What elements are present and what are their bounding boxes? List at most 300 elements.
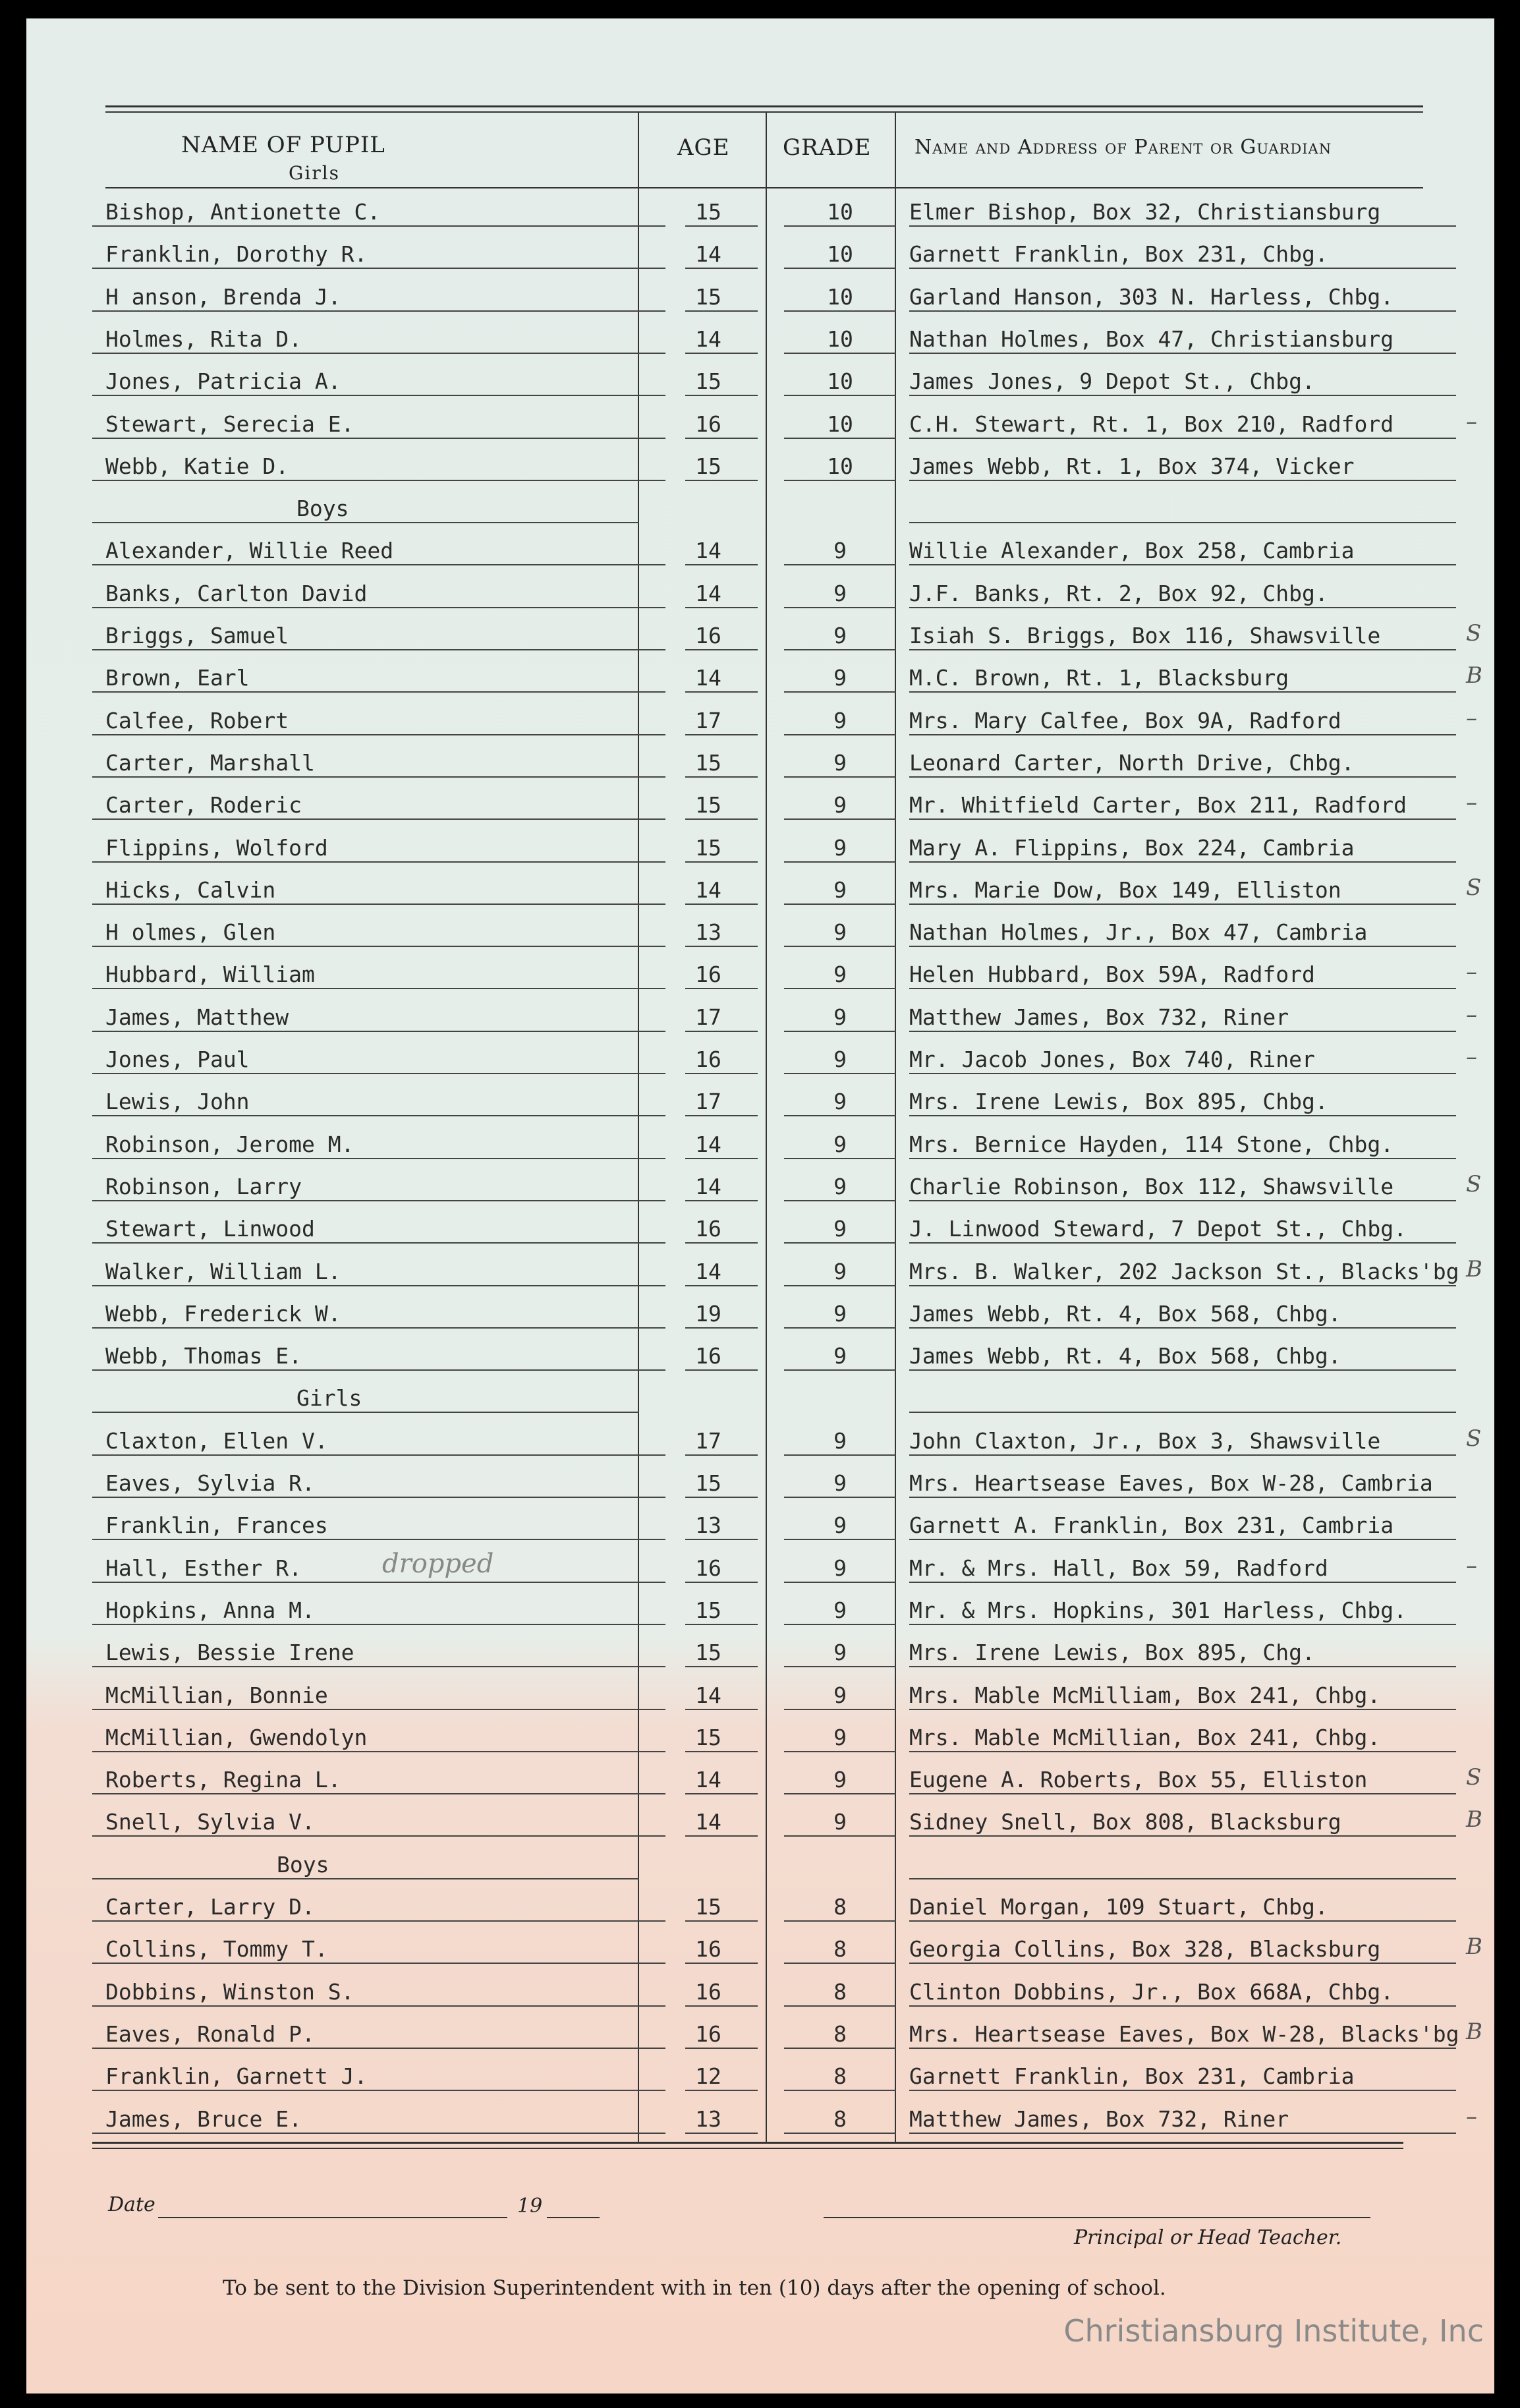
name-underline bbox=[92, 1963, 665, 1964]
section-underline bbox=[92, 1878, 639, 1879]
name-underline bbox=[92, 1624, 665, 1625]
parent-underline bbox=[909, 225, 1456, 227]
parent-name-address: Daniel Morgan, 109 Stuart, Chbg. bbox=[909, 1894, 1328, 1920]
pupil-row bbox=[26, 530, 1494, 571]
parent-underline bbox=[909, 1751, 1456, 1752]
age-underline bbox=[685, 564, 758, 565]
pupil-age: 13 bbox=[695, 1512, 721, 1539]
age-underline bbox=[685, 268, 758, 269]
parent-underline bbox=[909, 903, 1456, 905]
parent-name-address: Mrs. Mable McMilliam, Box 241, Chbg. bbox=[909, 1682, 1381, 1708]
parent-underline bbox=[909, 1666, 1456, 1667]
pupil-age: 14 bbox=[695, 1173, 721, 1199]
pupil-age: 13 bbox=[695, 919, 721, 946]
pupil-row bbox=[26, 1971, 1494, 2012]
pupil-age: 16 bbox=[695, 623, 721, 648]
grade-underline bbox=[784, 1158, 896, 1159]
age-underline bbox=[685, 861, 758, 863]
pupil-grade: 8 bbox=[833, 1936, 847, 1963]
age-underline bbox=[685, 1709, 758, 1710]
name-underline bbox=[92, 310, 665, 312]
pupil-age: 15 bbox=[695, 749, 721, 776]
grade-underline bbox=[784, 988, 896, 989]
margin-mark: – bbox=[1466, 1552, 1477, 1579]
grade-underline bbox=[784, 480, 896, 481]
parent-name-address: Mrs. Bernice Hayden, 114 Stone, Chbg. bbox=[909, 1131, 1394, 1157]
pupil-grade: 9 bbox=[833, 1724, 847, 1750]
age-underline bbox=[685, 2133, 758, 2134]
year-line bbox=[547, 2217, 600, 2218]
parent-underline bbox=[909, 2090, 1456, 2091]
name-underline bbox=[92, 1369, 665, 1371]
age-underline bbox=[685, 946, 758, 947]
parent-underline bbox=[909, 776, 1456, 778]
section-heading-row bbox=[26, 488, 1494, 529]
pupil-row bbox=[26, 1505, 1494, 1545]
parent-underline bbox=[909, 395, 1456, 396]
pupil-row bbox=[26, 1039, 1494, 1079]
pupil-name: Webb, Katie D. bbox=[105, 453, 289, 479]
parent-name-address: Mrs. Mable McMillian, Box 241, Chbg. bbox=[909, 1724, 1381, 1750]
pupil-row bbox=[26, 445, 1494, 486]
pupil-age: 15 bbox=[695, 1597, 721, 1623]
age-underline bbox=[685, 1539, 758, 1540]
pupil-name: H anson, Brenda J. bbox=[105, 283, 341, 310]
pupil-name: McMillian, Gwendolyn bbox=[105, 1724, 368, 1750]
parent-name-address: Mrs. Mary Calfee, Box 9A, Radford bbox=[909, 707, 1341, 733]
name-underline bbox=[92, 861, 665, 863]
name-underline bbox=[92, 1793, 665, 1794]
pupil-row bbox=[26, 1081, 1494, 1122]
pupil-grade: 9 bbox=[833, 1427, 847, 1454]
pupil-name: Franklin, Dorothy R. bbox=[105, 241, 368, 268]
parent-name-address: Sidney Snell, Box 808, Blacksburg bbox=[909, 1809, 1341, 1835]
pupil-grade: 10 bbox=[827, 283, 853, 310]
parent-column-header: Name and Address of Parent or Guardian bbox=[915, 136, 1332, 159]
pupil-age: 16 bbox=[695, 1978, 721, 2005]
name-underline bbox=[92, 2090, 665, 2091]
pupil-age: 16 bbox=[695, 1343, 721, 1369]
grade-underline bbox=[784, 225, 896, 227]
pupil-name: Banks, Carlton David bbox=[105, 580, 368, 606]
grade-underline bbox=[784, 1582, 896, 1583]
pupil-row bbox=[26, 1166, 1494, 1207]
age-underline bbox=[685, 776, 758, 778]
submission-instruction: To be sent to the Division Superintendent with in ten (10) days after the opening of school. bbox=[223, 2276, 1166, 2300]
pupil-grade: 9 bbox=[833, 1640, 847, 1666]
pupil-name: Collins, Tommy T. bbox=[105, 1936, 328, 1963]
pupil-grade: 9 bbox=[833, 1682, 847, 1708]
name-underline bbox=[92, 1920, 665, 1922]
pupil-name: Hopkins, Anna M. bbox=[105, 1597, 315, 1623]
pupil-age: 17 bbox=[695, 1089, 721, 1115]
parent-name-address: Matthew James, Box 732, Riner bbox=[909, 2106, 1289, 2132]
pupil-age: 14 bbox=[695, 1258, 721, 1284]
grade-underline bbox=[784, 438, 896, 439]
pupil-grade: 9 bbox=[833, 1131, 847, 1157]
grade-underline bbox=[784, 607, 896, 608]
margin-mark: S bbox=[1466, 874, 1482, 901]
age-underline bbox=[685, 2048, 758, 2049]
grade-underline bbox=[784, 818, 896, 820]
pupil-grade: 9 bbox=[833, 1258, 847, 1284]
grade-underline bbox=[784, 1963, 896, 1964]
parent-name-address: James Webb, Rt. 4, Box 568, Chbg. bbox=[909, 1300, 1341, 1327]
parent-underline bbox=[909, 1963, 1456, 1964]
name-underline bbox=[92, 2133, 665, 2134]
parent-name-address: Mr. & Mrs. Hall, Box 59, Radford bbox=[909, 1555, 1328, 1581]
parent-name-address: Willie Alexander, Box 258, Cambria bbox=[909, 538, 1355, 564]
parent-underline bbox=[909, 1412, 1456, 1413]
parent-name-address: John Claxton, Jr., Box 3, Shawsville bbox=[909, 1427, 1381, 1454]
grade-underline bbox=[784, 1285, 896, 1286]
parent-underline bbox=[909, 818, 1456, 820]
pupil-name: Stewart, Linwood bbox=[105, 1216, 315, 1242]
pupil-grade: 9 bbox=[833, 580, 847, 606]
margin-mark: – bbox=[1466, 704, 1477, 731]
name-underline bbox=[92, 649, 665, 650]
parent-name-address: Mary A. Flippins, Box 224, Cambria bbox=[909, 834, 1355, 861]
pupil-row bbox=[26, 827, 1494, 868]
pupil-name: Snell, Sylvia V. bbox=[105, 1809, 315, 1835]
age-underline bbox=[685, 1327, 758, 1329]
pupil-grade: 9 bbox=[833, 834, 847, 861]
pupil-row bbox=[26, 911, 1494, 952]
name-underline bbox=[92, 1242, 665, 1244]
pupil-age: 16 bbox=[695, 1046, 721, 1072]
pupil-age: 14 bbox=[695, 1682, 721, 1708]
girls-subheader: Girls bbox=[289, 162, 341, 184]
margin-mark: – bbox=[1466, 789, 1477, 817]
parent-name-address: J. Linwood Steward, 7 Depot St., Chbg. bbox=[909, 1216, 1407, 1242]
pupil-row bbox=[26, 954, 1494, 994]
name-underline bbox=[92, 1835, 665, 1837]
age-underline bbox=[685, 1624, 758, 1625]
parent-name-address: James Webb, Rt. 1, Box 374, Vicker bbox=[909, 453, 1355, 479]
pupil-grade: 9 bbox=[833, 1555, 847, 1581]
pupil-age: 16 bbox=[695, 961, 721, 988]
pupil-name: Hicks, Calvin bbox=[105, 876, 276, 903]
parent-underline bbox=[909, 1582, 1456, 1583]
grade-underline bbox=[784, 2005, 896, 2007]
pupil-age: 15 bbox=[695, 368, 721, 395]
name-underline bbox=[92, 1285, 665, 1286]
margin-mark: B bbox=[1466, 662, 1482, 689]
pupil-name: Eaves, Ronald P. bbox=[105, 2021, 315, 2047]
parent-name-address: Mrs. Irene Lewis, Box 895, Chg. bbox=[909, 1640, 1315, 1666]
pupil-age: 15 bbox=[695, 453, 721, 479]
parent-underline bbox=[909, 2133, 1456, 2134]
parent-underline bbox=[909, 522, 1456, 523]
name-underline bbox=[92, 988, 665, 989]
parent-name-address: C.H. Stewart, Rt. 1, Box 210, Radford bbox=[909, 411, 1394, 437]
name-underline bbox=[92, 734, 665, 735]
margin-mark: – bbox=[1466, 1001, 1477, 1028]
name-underline bbox=[92, 691, 665, 693]
parent-name-address: Mrs. Heartsease Eaves, Box W-28, Cambria bbox=[909, 1470, 1433, 1496]
pupil-row bbox=[26, 318, 1494, 359]
name-underline bbox=[92, 1327, 665, 1329]
parent-underline bbox=[909, 1793, 1456, 1794]
parent-underline bbox=[909, 310, 1456, 312]
pupil-grade: 9 bbox=[833, 1512, 847, 1539]
name-underline bbox=[92, 564, 665, 565]
name-underline bbox=[92, 1115, 665, 1116]
name-underline bbox=[92, 1158, 665, 1159]
pupil-grade: 9 bbox=[833, 665, 847, 691]
parent-underline bbox=[909, 1158, 1456, 1159]
bottom-rule bbox=[92, 2142, 1403, 2149]
pupil-row bbox=[26, 869, 1494, 910]
pupil-grade: 9 bbox=[833, 623, 847, 648]
age-underline bbox=[685, 649, 758, 650]
pupil-row bbox=[26, 1886, 1494, 1927]
parent-underline bbox=[909, 607, 1456, 608]
year-prefix: 19 bbox=[517, 2194, 543, 2218]
margin-mark: B bbox=[1466, 1806, 1482, 1833]
pupil-age: 15 bbox=[695, 199, 721, 225]
parent-name-address: James Jones, 9 Depot St., Chbg. bbox=[909, 368, 1315, 395]
signature-line bbox=[824, 2217, 1370, 2218]
pupil-age: 15 bbox=[695, 1470, 721, 1496]
age-underline bbox=[685, 480, 758, 481]
pupil-row bbox=[26, 742, 1494, 783]
pupil-grade: 9 bbox=[833, 1809, 847, 1835]
pupil-name: Walker, William L. bbox=[105, 1258, 341, 1284]
parent-name-address: Clinton Dobbins, Jr., Box 668A, Chbg. bbox=[909, 1978, 1394, 2005]
pupil-name: Brown, Earl bbox=[105, 665, 250, 691]
age-underline bbox=[685, 1115, 758, 1116]
pupil-row bbox=[26, 2055, 1494, 2096]
grade-underline bbox=[784, 734, 896, 735]
pupil-age: 16 bbox=[695, 411, 721, 437]
parent-underline bbox=[909, 268, 1456, 269]
grade-underline bbox=[784, 1497, 896, 1498]
pupil-name: Franklin, Frances bbox=[105, 1512, 328, 1539]
parent-name-address: Nathan Holmes, Jr., Box 47, Cambria bbox=[909, 919, 1368, 946]
pupil-name: Alexander, Willie Reed bbox=[105, 538, 394, 564]
age-underline bbox=[685, 1031, 758, 1032]
name-underline bbox=[92, 480, 665, 481]
age-underline bbox=[685, 1454, 758, 1456]
pupil-name: Eaves, Sylvia R. bbox=[105, 1470, 315, 1496]
parent-underline bbox=[909, 1115, 1456, 1116]
pupil-grade: 9 bbox=[833, 792, 847, 818]
section-heading-row bbox=[26, 1377, 1494, 1418]
pupil-grade: 9 bbox=[833, 919, 847, 946]
name-underline bbox=[92, 268, 665, 269]
section-underline bbox=[92, 522, 639, 523]
grade-underline bbox=[784, 1200, 896, 1201]
parent-name-address: Nathan Holmes, Box 47, Christiansburg bbox=[909, 326, 1394, 352]
pupil-row bbox=[26, 1547, 1494, 1588]
parent-underline bbox=[909, 988, 1456, 989]
name-column-header: NAME OF PUPIL bbox=[181, 132, 385, 158]
margin-mark: B bbox=[1466, 1934, 1482, 1961]
pupil-grade: 9 bbox=[833, 1046, 847, 1072]
pupil-name: Stewart, Serecia E. bbox=[105, 411, 354, 437]
parent-name-address: Helen Hubbard, Box 59A, Radford bbox=[909, 961, 1315, 988]
pupil-name: Lewis, Bessie Irene bbox=[105, 1640, 354, 1666]
pupil-row bbox=[26, 1251, 1494, 1292]
pupil-age: 14 bbox=[695, 665, 721, 691]
age-underline bbox=[685, 1920, 758, 1922]
name-underline bbox=[92, 1709, 665, 1710]
pupil-age: 15 bbox=[695, 1724, 721, 1750]
pupil-grade: 9 bbox=[833, 1343, 847, 1369]
parent-underline bbox=[909, 1073, 1456, 1074]
pupil-row bbox=[26, 360, 1494, 401]
grade-underline bbox=[784, 268, 896, 269]
age-underline bbox=[685, 1242, 758, 1244]
parent-underline bbox=[909, 480, 1456, 481]
pupil-row bbox=[26, 191, 1494, 232]
name-underline bbox=[92, 776, 665, 778]
pupil-grade: 10 bbox=[827, 411, 853, 437]
parent-underline bbox=[909, 861, 1456, 863]
grade-underline bbox=[784, 776, 896, 778]
age-underline bbox=[685, 1666, 758, 1667]
grade-underline bbox=[784, 2090, 896, 2091]
grade-underline bbox=[784, 1454, 896, 1456]
pupil-grade: 9 bbox=[833, 961, 847, 988]
age-underline bbox=[685, 734, 758, 735]
grade-underline bbox=[784, 903, 896, 905]
parent-underline bbox=[909, 1624, 1456, 1625]
grade-underline bbox=[784, 861, 896, 863]
pupil-age: 14 bbox=[695, 876, 721, 903]
parent-name-address: Eugene A. Roberts, Box 55, Elliston bbox=[909, 1767, 1368, 1793]
parent-underline bbox=[909, 1200, 1456, 1201]
pupil-age: 15 bbox=[695, 792, 721, 818]
pupil-grade: 9 bbox=[833, 1173, 847, 1199]
age-underline bbox=[685, 988, 758, 989]
grade-underline bbox=[784, 1031, 896, 1032]
pupil-row bbox=[26, 784, 1494, 825]
pupil-name: Briggs, Samuel bbox=[105, 623, 289, 648]
age-underline bbox=[685, 1073, 758, 1074]
parent-name-address: Elmer Bishop, Box 32, Christiansburg bbox=[909, 199, 1381, 225]
pupil-grade: 10 bbox=[827, 326, 853, 352]
name-underline bbox=[92, 1200, 665, 1201]
parent-underline bbox=[909, 1454, 1456, 1456]
pupil-age: 14 bbox=[695, 1809, 721, 1835]
pupil-row bbox=[26, 2013, 1494, 2054]
pupil-name: Calfee, Robert bbox=[105, 707, 289, 733]
pupil-name: James, Bruce E. bbox=[105, 2106, 302, 2132]
pupil-age: 17 bbox=[695, 1004, 721, 1030]
parent-underline bbox=[909, 2048, 1456, 2049]
pupil-name: Holmes, Rita D. bbox=[105, 326, 302, 352]
parent-underline bbox=[909, 1031, 1456, 1032]
pupil-grade: 9 bbox=[833, 1089, 847, 1115]
age-underline bbox=[685, 1285, 758, 1286]
pupil-name: Roberts, Regina L. bbox=[105, 1767, 341, 1793]
parent-name-address: Garnett A. Franklin, Box 231, Cambria bbox=[909, 1512, 1394, 1539]
pupil-age: 19 bbox=[695, 1300, 721, 1327]
parent-underline bbox=[909, 1835, 1456, 1837]
age-underline bbox=[685, 225, 758, 227]
pupil-age: 15 bbox=[695, 1894, 721, 1920]
pupil-name: Jones, Paul bbox=[105, 1046, 250, 1072]
pupil-name: Robinson, Larry bbox=[105, 1173, 302, 1199]
pupil-row bbox=[26, 996, 1494, 1037]
pupil-age: 16 bbox=[695, 1555, 721, 1581]
section-heading: Boys bbox=[296, 496, 349, 522]
pupil-grade: 8 bbox=[833, 2063, 847, 2090]
age-column-header: AGE bbox=[677, 134, 730, 161]
pupil-name: James, Matthew bbox=[105, 1004, 289, 1030]
pupil-grade: 8 bbox=[833, 2106, 847, 2132]
name-underline bbox=[92, 1497, 665, 1498]
pupil-grade: 9 bbox=[833, 1004, 847, 1030]
age-underline bbox=[685, 1793, 758, 1794]
grade-underline bbox=[784, 1242, 896, 1244]
margin-mark: B bbox=[1466, 1255, 1482, 1282]
parent-underline bbox=[909, 564, 1456, 565]
pupil-row bbox=[26, 615, 1494, 656]
grade-underline bbox=[784, 946, 896, 947]
parent-name-address: Mrs. Marie Dow, Box 149, Elliston bbox=[909, 876, 1341, 903]
age-underline bbox=[685, 903, 758, 905]
pupil-age: 15 bbox=[695, 283, 721, 310]
age-underline bbox=[685, 310, 758, 312]
pupil-name: Lewis, John bbox=[105, 1089, 250, 1115]
section-heading: Girls bbox=[296, 1385, 362, 1412]
margin-mark: S bbox=[1466, 1764, 1482, 1791]
signature-label: Principal or Head Teacher. bbox=[1074, 2226, 1342, 2249]
name-underline bbox=[92, 1582, 665, 1583]
pupil-name: Hall, Esther R. bbox=[105, 1555, 302, 1581]
parent-underline bbox=[909, 438, 1456, 439]
pupil-row bbox=[26, 1208, 1494, 1249]
pupil-grade: 9 bbox=[833, 1216, 847, 1242]
pupil-grade: 9 bbox=[833, 749, 847, 776]
age-underline bbox=[685, 1835, 758, 1837]
grade-underline bbox=[784, 1327, 896, 1329]
pupil-age: 12 bbox=[695, 2063, 721, 2090]
age-underline bbox=[685, 438, 758, 439]
pupil-row bbox=[26, 1124, 1494, 1164]
parent-name-address: Mr. Jacob Jones, Box 740, Riner bbox=[909, 1046, 1315, 1072]
pupil-name: Franklin, Garnett J. bbox=[105, 2063, 368, 2090]
pupil-age: 14 bbox=[695, 1767, 721, 1793]
parent-name-address: J.F. Banks, Rt. 2, Box 92, Chbg. bbox=[909, 580, 1328, 606]
pupil-row bbox=[26, 1590, 1494, 1630]
parent-underline bbox=[909, 1878, 1456, 1879]
pupil-grade: 10 bbox=[827, 453, 853, 479]
age-underline bbox=[685, 353, 758, 354]
name-underline bbox=[92, 1751, 665, 1752]
pupil-age: 13 bbox=[695, 2106, 721, 2132]
parent-name-address: Mr. Whitfield Carter, Box 211, Radford bbox=[909, 792, 1407, 818]
pupil-row bbox=[26, 1335, 1494, 1376]
parent-name-address: Garnett Franklin, Box 231, Cambria bbox=[909, 2063, 1355, 2090]
pupil-row bbox=[26, 1420, 1494, 1461]
pupil-grade: 10 bbox=[827, 199, 853, 225]
name-underline bbox=[92, 2048, 665, 2049]
pupil-age: 14 bbox=[695, 326, 721, 352]
parent-name-address: Mrs. Irene Lewis, Box 895, Chbg. bbox=[909, 1089, 1328, 1115]
margin-mark: – bbox=[1466, 959, 1477, 986]
pupil-age: 16 bbox=[695, 1936, 721, 1963]
section-heading: Boys bbox=[277, 1851, 329, 1878]
grade-underline bbox=[784, 1793, 896, 1794]
pupil-row bbox=[26, 1675, 1494, 1715]
grade-underline bbox=[784, 1115, 896, 1116]
age-underline bbox=[685, 1582, 758, 1583]
grade-underline bbox=[784, 1539, 896, 1540]
